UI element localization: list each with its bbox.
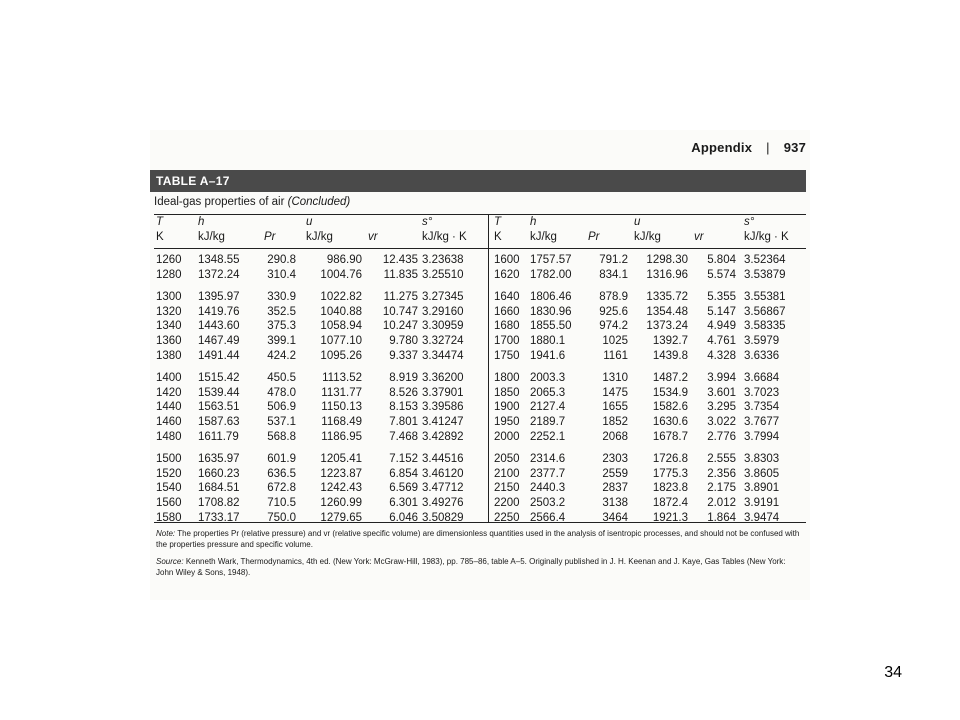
table-cell: 1113.52 xyxy=(322,372,362,385)
table-row xyxy=(156,431,486,446)
table-cell: 2150 xyxy=(494,482,520,495)
table-cell: 568.8 xyxy=(267,430,296,443)
table-cell: 1443.60 xyxy=(198,320,240,333)
table-cell: 1830.96 xyxy=(530,305,572,318)
table-cell: 1439.8 xyxy=(652,349,688,362)
appendix-label: Appendix xyxy=(691,140,753,155)
slide-number: 34 xyxy=(884,664,902,681)
table-cell: 2200 xyxy=(494,496,520,509)
table-row xyxy=(494,401,806,416)
table-note xyxy=(156,528,804,550)
table-caption xyxy=(154,196,350,208)
table-cell: 791.2 xyxy=(599,254,628,266)
table-cell: 1600 xyxy=(494,254,520,266)
row-group xyxy=(156,291,486,364)
column-symbol: u xyxy=(634,216,641,228)
note-text: The properties Pr (relative pressure) and vr (relative specific volume) are dimensionless quantities used in the analysis of isentropic processes, and should not be confused with the properties pressure and specific volume. xyxy=(156,529,800,549)
column-symbol: h xyxy=(198,216,205,228)
row-group xyxy=(494,291,806,364)
table-cell: 290.8 xyxy=(267,254,296,266)
table-cell: 12.435 xyxy=(382,254,418,266)
table-cell: 1660 xyxy=(494,305,520,318)
table-row xyxy=(156,269,486,284)
table-cell: 1298.30 xyxy=(646,254,688,266)
table-row xyxy=(156,497,486,512)
table-cell: 1242.43 xyxy=(320,482,362,495)
table-cell: 1733.17 xyxy=(198,511,240,524)
table-cell: 1392.7 xyxy=(652,334,688,347)
table-cell: 6.301 xyxy=(389,496,418,509)
table-cell: 3.32724 xyxy=(422,334,464,347)
table-row xyxy=(494,291,806,306)
table-cell: 750.0 xyxy=(267,511,296,524)
table-cell: 1640 xyxy=(494,291,520,304)
table-row xyxy=(494,254,806,269)
table-cell: 1395.97 xyxy=(198,291,240,304)
table-cell: 1872.4 xyxy=(652,496,688,509)
table-cell: 1300 xyxy=(156,291,182,304)
table-cell: 1852 xyxy=(602,415,628,428)
table-cell: 1475 xyxy=(602,386,628,399)
table-cell: 424.2 xyxy=(267,349,296,362)
table-cell: 1921.3 xyxy=(652,511,688,524)
table-cell: 3.9474 xyxy=(744,511,780,524)
table-cell: 925.6 xyxy=(599,305,628,318)
table-cell: 537.1 xyxy=(267,415,296,428)
table-cell: 7.468 xyxy=(389,430,418,443)
table-cell: 3.50829 xyxy=(422,511,464,524)
table-cell: 1340 xyxy=(156,320,182,333)
table-row xyxy=(494,482,806,497)
table-cell: 1095.26 xyxy=(320,349,362,362)
table-cell: 3.53879 xyxy=(744,268,786,281)
table-cell: 5.355 xyxy=(707,291,736,304)
table-cell: 1260.99 xyxy=(320,496,362,509)
table-cell: 3.601 xyxy=(707,386,736,399)
table-cell: 1782.00 xyxy=(530,268,572,281)
column-unit: vr xyxy=(368,231,378,243)
table-row xyxy=(156,372,486,387)
page-header xyxy=(691,140,806,155)
header-separator: | xyxy=(766,140,770,155)
table-cell: 9.780 xyxy=(389,334,418,347)
source-label: Source: xyxy=(156,557,184,566)
table-cell: 3.994 xyxy=(707,372,736,385)
table-cell: 1022.82 xyxy=(320,291,362,304)
table-cell: 2250 xyxy=(494,511,520,524)
table-cell: 3.47712 xyxy=(422,482,464,495)
table-cell: 1480 xyxy=(156,430,182,443)
table-cell: 2189.7 xyxy=(530,415,566,428)
table-cell: 3.55381 xyxy=(744,291,786,304)
table-cell: 636.5 xyxy=(267,467,296,480)
table-cell: 3.25510 xyxy=(422,268,464,281)
table-cell: 3.42892 xyxy=(422,430,464,443)
table-cell: 3.52364 xyxy=(744,254,786,266)
column-unit: kJ/kg xyxy=(634,231,661,243)
table-cell: 6.854 xyxy=(389,467,418,480)
table-cell: 1316.96 xyxy=(646,268,688,281)
table-cell: 1419.76 xyxy=(198,305,240,318)
table-row xyxy=(494,335,806,350)
column-unit: Pr xyxy=(588,231,600,243)
table-cell: 1655 xyxy=(602,401,628,414)
table-cell: 1708.82 xyxy=(198,496,240,509)
table-row xyxy=(494,497,806,512)
table-cell: 2503.2 xyxy=(530,496,566,509)
table-cell: 986.90 xyxy=(326,254,362,266)
table-cell: 3138 xyxy=(602,496,628,509)
table-cell: 1560 xyxy=(156,496,182,509)
table-cell: 1487.2 xyxy=(652,372,688,385)
table-cell: 3.7023 xyxy=(744,386,780,399)
table-right-half xyxy=(494,216,806,526)
table-cell: 2.555 xyxy=(707,453,736,466)
table-cell: 1279.65 xyxy=(320,511,362,524)
table-cell: 3.34474 xyxy=(422,349,464,362)
table-cell: 2566.4 xyxy=(530,511,566,524)
table-cell: 1684.51 xyxy=(198,482,240,495)
table-cell: 1491.44 xyxy=(198,349,240,362)
table-cell: 1635.97 xyxy=(198,453,240,466)
row-group xyxy=(494,254,806,283)
right-column-headers xyxy=(494,216,806,246)
table-cell: 1077.10 xyxy=(320,334,362,347)
table-cell: 1678.7 xyxy=(652,430,688,443)
table-cell: 1025 xyxy=(602,334,628,347)
table-cell: 1161 xyxy=(603,349,628,362)
table-cell: 3.37901 xyxy=(422,386,464,399)
table-cell: 2252.1 xyxy=(530,430,566,443)
table-cell: 4.328 xyxy=(707,349,736,362)
table-cell: 375.3 xyxy=(267,320,296,333)
table-cell: 1168.49 xyxy=(321,415,362,428)
column-symbol: u xyxy=(306,216,313,228)
table-cell: 1440 xyxy=(156,401,182,414)
table-cell: 3.56867 xyxy=(744,305,786,318)
column-symbol: T xyxy=(156,216,164,228)
row-group xyxy=(156,254,486,283)
table-cell: 3.6336 xyxy=(744,349,780,362)
table-cell: 3.23638 xyxy=(422,254,464,266)
table-cell: 1855.50 xyxy=(530,320,572,333)
table-cell: 3.49276 xyxy=(422,496,464,509)
table-row xyxy=(494,350,806,365)
table-cell: 2127.4 xyxy=(530,401,566,414)
column-symbol: s° xyxy=(744,216,755,228)
table-cell: 8.919 xyxy=(389,372,418,385)
table-cell: 1850 xyxy=(494,386,520,399)
table-cell: 1900 xyxy=(494,401,520,414)
table-cell: 11.275 xyxy=(383,291,418,304)
table-row xyxy=(156,387,486,402)
table-row xyxy=(494,372,806,387)
table-cell: 2000 xyxy=(494,430,520,443)
table-cell: 352.5 xyxy=(267,305,296,318)
table-cell: 1420 xyxy=(156,386,182,399)
table-row xyxy=(494,453,806,468)
table-cell: 506.9 xyxy=(267,401,296,414)
table-cell: 1320 xyxy=(156,305,182,318)
column-symbol: T xyxy=(494,216,502,228)
table-cell: 3.6684 xyxy=(744,372,780,385)
row-group xyxy=(494,372,806,445)
table-cell: 1460 xyxy=(156,415,182,428)
table-cell: 1611.79 xyxy=(198,430,239,443)
table-cell: 1680 xyxy=(494,320,520,333)
row-group xyxy=(156,372,486,445)
column-symbol: s° xyxy=(422,216,433,228)
table-cell: 1726.8 xyxy=(652,453,688,466)
table-cell: 1467.49 xyxy=(198,334,240,347)
table-cell: 1563.51 xyxy=(198,401,240,414)
column-unit: kJ/kg · K xyxy=(422,231,467,243)
table-left-half xyxy=(156,216,486,526)
table-row xyxy=(494,269,806,284)
table-cell: 1580 xyxy=(156,511,182,524)
table-cell: 399.1 xyxy=(267,334,296,347)
table-cell: 1260 xyxy=(156,254,182,266)
table-cell: 310.4 xyxy=(267,268,296,281)
table-cell: 2100 xyxy=(494,467,520,480)
table-cell: 2440.3 xyxy=(530,482,566,495)
table-cell: 7.152 xyxy=(389,453,418,466)
table-row xyxy=(494,431,806,446)
column-unit: kJ/kg xyxy=(306,231,333,243)
table-cell: 1775.3 xyxy=(652,467,688,480)
table-top-rule xyxy=(154,214,806,215)
table-cell: 1373.24 xyxy=(646,320,688,333)
table-cell: 1186.95 xyxy=(321,430,362,443)
table-cell: 2.175 xyxy=(707,482,736,495)
left-column-headers xyxy=(156,216,486,246)
table-cell: 3.7354 xyxy=(744,401,780,414)
table-cell: 1950 xyxy=(494,415,520,428)
table-cell: 1.864 xyxy=(707,511,736,524)
table-cell: 1540 xyxy=(156,482,182,495)
table-cell: 3.46120 xyxy=(422,467,464,480)
table-row xyxy=(156,350,486,365)
table-cell: 3.44516 xyxy=(422,453,464,466)
table-cell: 1630.6 xyxy=(652,415,688,428)
table-cell: 3.295 xyxy=(707,401,736,414)
table-cell: 3.9191 xyxy=(744,496,780,509)
table-cell: 1515.42 xyxy=(198,372,240,385)
table-cell: 3.30959 xyxy=(422,320,464,333)
table-row xyxy=(156,306,486,321)
table-source xyxy=(156,556,804,578)
caption-text: Ideal-gas properties of air xyxy=(154,196,285,208)
table-cell: 478.0 xyxy=(267,386,296,399)
table-cell: 2.776 xyxy=(707,430,736,443)
book-page-number: 937 xyxy=(783,140,806,155)
table-cell: 3.58335 xyxy=(744,320,786,333)
table-cell: 330.9 xyxy=(267,291,296,304)
table-cell: 6.046 xyxy=(389,511,418,524)
table-row xyxy=(156,335,486,350)
table-cell: 11.835 xyxy=(383,268,418,281)
column-symbol: h xyxy=(530,216,537,228)
column-unit: kJ/kg xyxy=(198,231,225,243)
table-cell: 2303 xyxy=(602,453,628,466)
table-cell: 3.8303 xyxy=(744,453,780,466)
table-cell: 4.949 xyxy=(707,320,736,333)
table-cell: 1004.76 xyxy=(320,268,362,281)
table-row xyxy=(156,453,486,468)
table-cell: 5.574 xyxy=(707,268,736,281)
table-cell: 3.39586 xyxy=(422,401,464,414)
table-cell: 3.5979 xyxy=(744,334,780,347)
table-row xyxy=(494,416,806,431)
table-cell: 2314.6 xyxy=(530,453,566,466)
table-row xyxy=(494,387,806,402)
table-cell: 974.2 xyxy=(599,320,628,333)
table-cell: 1310 xyxy=(602,372,628,385)
table-cell: 3.8605 xyxy=(744,467,780,480)
table-cell: 1660.23 xyxy=(198,467,240,480)
table-cell: 1360 xyxy=(156,334,182,347)
table-cell: 2003.3 xyxy=(530,372,566,385)
table-cell: 1354.48 xyxy=(646,305,688,318)
table-cell: 5.147 xyxy=(707,305,736,318)
column-unit: vr xyxy=(694,231,704,243)
table-cell: 601.9 xyxy=(267,453,296,466)
table-cell: 1806.46 xyxy=(530,291,572,304)
column-unit: kJ/kg xyxy=(530,231,557,243)
table-cell: 8.526 xyxy=(389,386,418,399)
table-row xyxy=(156,468,486,483)
table-row xyxy=(494,512,806,527)
table-row xyxy=(494,468,806,483)
table-cell: 1348.55 xyxy=(198,254,240,266)
table-cell: 1582.6 xyxy=(652,401,688,414)
table-cell: 1040.88 xyxy=(320,305,362,318)
table-cell: 1150.13 xyxy=(321,401,362,414)
table-cell: 1372.24 xyxy=(198,268,240,281)
table-cell: 3.022 xyxy=(707,415,736,428)
table-cell: 3.8901 xyxy=(744,482,780,495)
note-label: Note: xyxy=(156,529,176,538)
table-center-divider xyxy=(488,214,489,522)
table-cell: 7.801 xyxy=(389,415,418,428)
table-cell: 1058.94 xyxy=(320,320,362,333)
table-cell: 2377.7 xyxy=(530,467,566,480)
table-cell: 3.36200 xyxy=(422,372,464,385)
table-cell: 2559 xyxy=(602,467,628,480)
table-cell: 1700 xyxy=(494,334,520,347)
table-row xyxy=(494,306,806,321)
table-row xyxy=(494,320,806,335)
table-row xyxy=(156,482,486,497)
table-cell: 4.761 xyxy=(707,334,736,347)
table-cell: 1823.8 xyxy=(652,482,688,495)
table-cell: 3464 xyxy=(602,511,628,524)
table-cell: 3.27345 xyxy=(422,291,464,304)
table-row xyxy=(156,320,486,335)
table-cell: 1131.77 xyxy=(321,386,362,399)
table-cell: 710.5 xyxy=(267,496,296,509)
table-cell: 3.7677 xyxy=(744,415,780,428)
column-unit: Pr xyxy=(264,231,276,243)
table-row xyxy=(156,512,486,527)
table-cell: 1620 xyxy=(494,268,520,281)
table-cell: 3.7994 xyxy=(744,430,780,443)
table-cell: 450.5 xyxy=(267,372,296,385)
table-row xyxy=(156,291,486,306)
table-cell: 1520 xyxy=(156,467,182,480)
table-cell: 1400 xyxy=(156,372,182,385)
table-cell: 1223.87 xyxy=(320,467,362,480)
table-row xyxy=(156,401,486,416)
table-cell: 2.356 xyxy=(707,467,736,480)
row-group xyxy=(156,453,486,526)
scanned-textbook-page xyxy=(150,130,810,600)
column-unit: kJ/kg · K xyxy=(744,231,789,243)
table-cell: 2837 xyxy=(602,482,628,495)
table-cell: 6.569 xyxy=(389,482,418,495)
table-cell: 5.804 xyxy=(707,254,736,266)
table-row xyxy=(156,416,486,431)
table-cell: 1280 xyxy=(156,268,182,281)
table-cell: 1534.9 xyxy=(652,386,688,399)
table-cell: 10.247 xyxy=(382,320,418,333)
table-cell: 1880.1 xyxy=(530,334,566,347)
table-cell: 1587.63 xyxy=(198,415,240,428)
table-cell: 1205.41 xyxy=(320,453,362,466)
caption-suffix: (Concluded) xyxy=(287,196,351,208)
table-cell: 2065.3 xyxy=(530,386,566,399)
row-group xyxy=(494,453,806,526)
table-cell: 1500 xyxy=(156,453,182,466)
table-cell: 878.9 xyxy=(599,291,628,304)
table-cell: 1757.57 xyxy=(530,254,572,266)
table-cell: 834.1 xyxy=(599,268,628,281)
table-cell: 9.337 xyxy=(389,349,418,362)
table-cell: 2068 xyxy=(602,430,628,443)
table-cell: 1800 xyxy=(494,372,520,385)
table-cell: 3.29160 xyxy=(422,305,464,318)
table-cell: 2.012 xyxy=(707,496,736,509)
table-cell: 2050 xyxy=(494,453,520,466)
table-cell: 10.747 xyxy=(382,305,418,318)
table-cell: 1539.44 xyxy=(198,386,240,399)
table-cell: 1750 xyxy=(494,349,520,362)
table-cell: 8.153 xyxy=(389,401,418,414)
table-cell: 3.41247 xyxy=(422,415,464,428)
column-unit: K xyxy=(156,231,164,243)
source-text: Kenneth Wark, Thermodynamics, 4th ed. (New York: McGraw-Hill, 1983), pp. 785–86, table A–5. Originally published in J. H. Keenan and J. Kaye, Gas Tables (New York: John Wiley & Sons, 1948). xyxy=(156,557,786,577)
table-row xyxy=(156,254,486,269)
table-cell: 672.8 xyxy=(267,482,296,495)
table-title-banner: TABLE A–17 xyxy=(150,170,806,192)
column-unit: K xyxy=(494,231,502,243)
table-cell: 1380 xyxy=(156,349,182,362)
table-cell: 1335.72 xyxy=(646,291,688,304)
table-cell: 1941.6 xyxy=(530,349,566,362)
